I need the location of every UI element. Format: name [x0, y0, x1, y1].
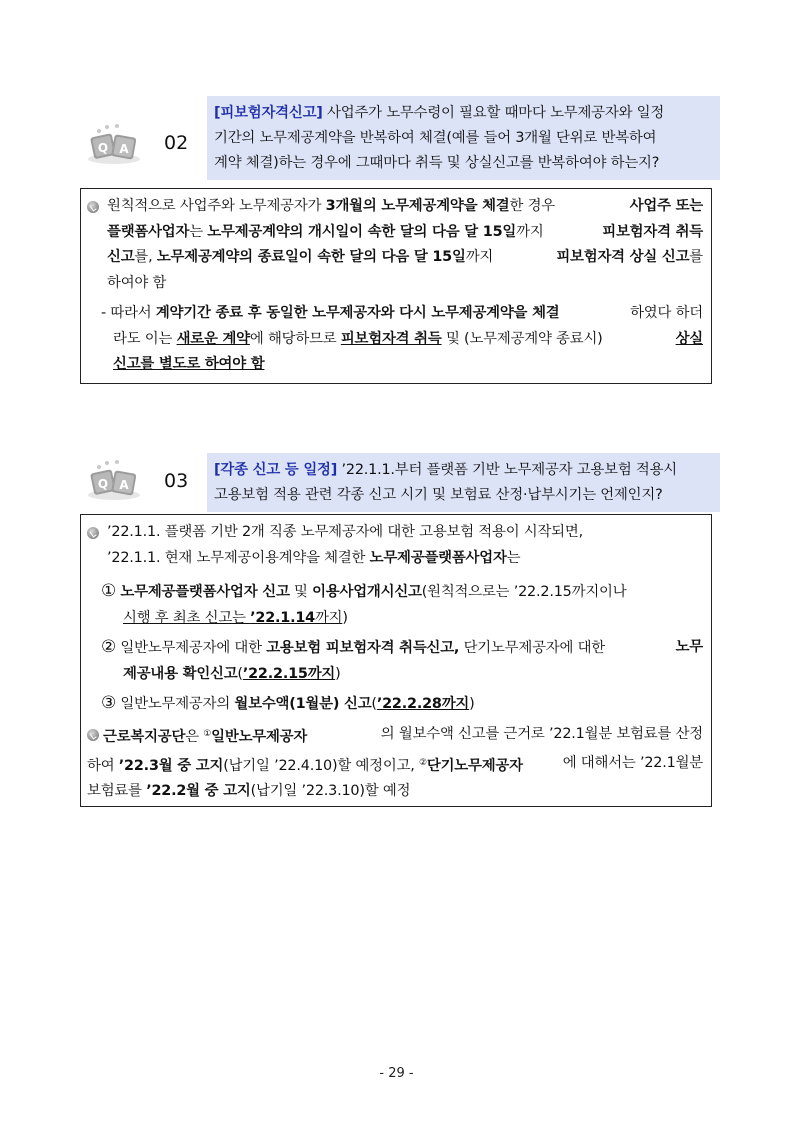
- question-box: [207, 453, 720, 512]
- question-title: [피보험자격신고]: [214, 105, 323, 121]
- answer-paragraph: 원칙적으로 사업주와 노무제공자가 3개월의 노무제공계약을 체결한 경우 사업주 또는 플랫폼사업자는 노무제공계약의 개시일이 속한 달의 다음 달 15일까지 피보험자격 취득 신고를, 노무제공계약의 종료일이 속한 달의 다음 달 15일까지 피보험자격 상실 신고를 하여야 함: [107, 194, 703, 296]
- question-title: [각종 신고 등 일정]: [214, 462, 338, 478]
- list-item: ① 노무제공플랫폼사업자 신고 및 이용사업개시신고(원칙적으로는 ’22.2.15까지이나 시행 후 최초 신고는 ’22.1.14까지): [101, 581, 627, 626]
- question-number: 02: [164, 132, 189, 154]
- circled-number: ①: [101, 581, 117, 601]
- question-line: 기간의 노무제공계약을 반복하여 체결(예를 들어 3개월 단위로 반복하여: [214, 130, 657, 146]
- qa-a-letter: A: [119, 478, 129, 492]
- circled-number: ②: [101, 637, 117, 657]
- list-item: ③ 일반노무제공자의 월보수액(1월분) 신고(’22.2.28까지): [101, 693, 475, 713]
- question-number: 03: [164, 470, 189, 492]
- question-line: [각종 신고 등 일정] ’22.1.1.부터 플랫폼 기반 노무제공자 고용보험 적용시: [214, 462, 678, 478]
- question-line: 고용보험 적용 관련 각종 신고 시기 및 보험료 산정·납부시기는 언제인지?: [214, 487, 663, 503]
- answer-paragraph: 근로복지공단은 ①일반노무제공자 의 월보수액 신고를 근거로 ’22.1월분 보험료를 산정 하여 ’22.3월 중 고지(납기일 ’22.4.10)할 예정이고, ②단기노무제공자 에 대해서는 ’22.1월분 보험료를 ’22.2월 중 고지(납기일 ’22.3.10)할 예정: [87, 726, 703, 799]
- question-line: 계약 체결)하는 경우에 그때마다 취득 및 상실신고를 반복하여야 하는지?: [214, 155, 660, 171]
- check-bullet-icon: [87, 201, 99, 213]
- qa-a-letter: A: [119, 142, 129, 156]
- list-item: ② 일반노무제공자에 대한 고용보험 피보험자격 취득신고, 단기노무제공자에 대한 노무 제공내용 확인신고(’22.2.15까지): [101, 637, 703, 682]
- qa-q-letter: Q: [97, 141, 109, 155]
- question-line: [피보험자격신고] 사업주가 노무수령이 필요할 때마다 노무제공자와 일정: [214, 105, 665, 121]
- answer-subparagraph: - 따라서 계약기간 종료 후 동일한 노무제공자와 다시 노무제공계약을 체결 하였다 하더 라도 이는 새로운 계약에 해당하므로 피보험자격 취득 및 (노무제공계약 종료시) 상실 신고를 별도로 하여야 함: [101, 305, 703, 372]
- answer-box: [80, 188, 712, 384]
- page-number: - 29 -: [379, 1066, 414, 1081]
- qa-q-letter: Q: [97, 477, 109, 491]
- circled-number: ③: [101, 693, 117, 713]
- check-bullet-icon: [87, 527, 99, 539]
- answer-box: [80, 514, 712, 807]
- question-box: [207, 96, 720, 180]
- check-bullet-icon: [87, 729, 99, 741]
- qa-icon: [84, 122, 144, 166]
- qa-icon: [84, 458, 144, 502]
- answer-paragraph: ’22.1.1. 플랫폼 기반 2개 직종 노무제공자에 대한 고용보험 적용이 시작되면, ’22.1.1. 현재 노무제공이용계약을 체결한 노무제공플랫폼사업자는: [107, 520, 703, 571]
